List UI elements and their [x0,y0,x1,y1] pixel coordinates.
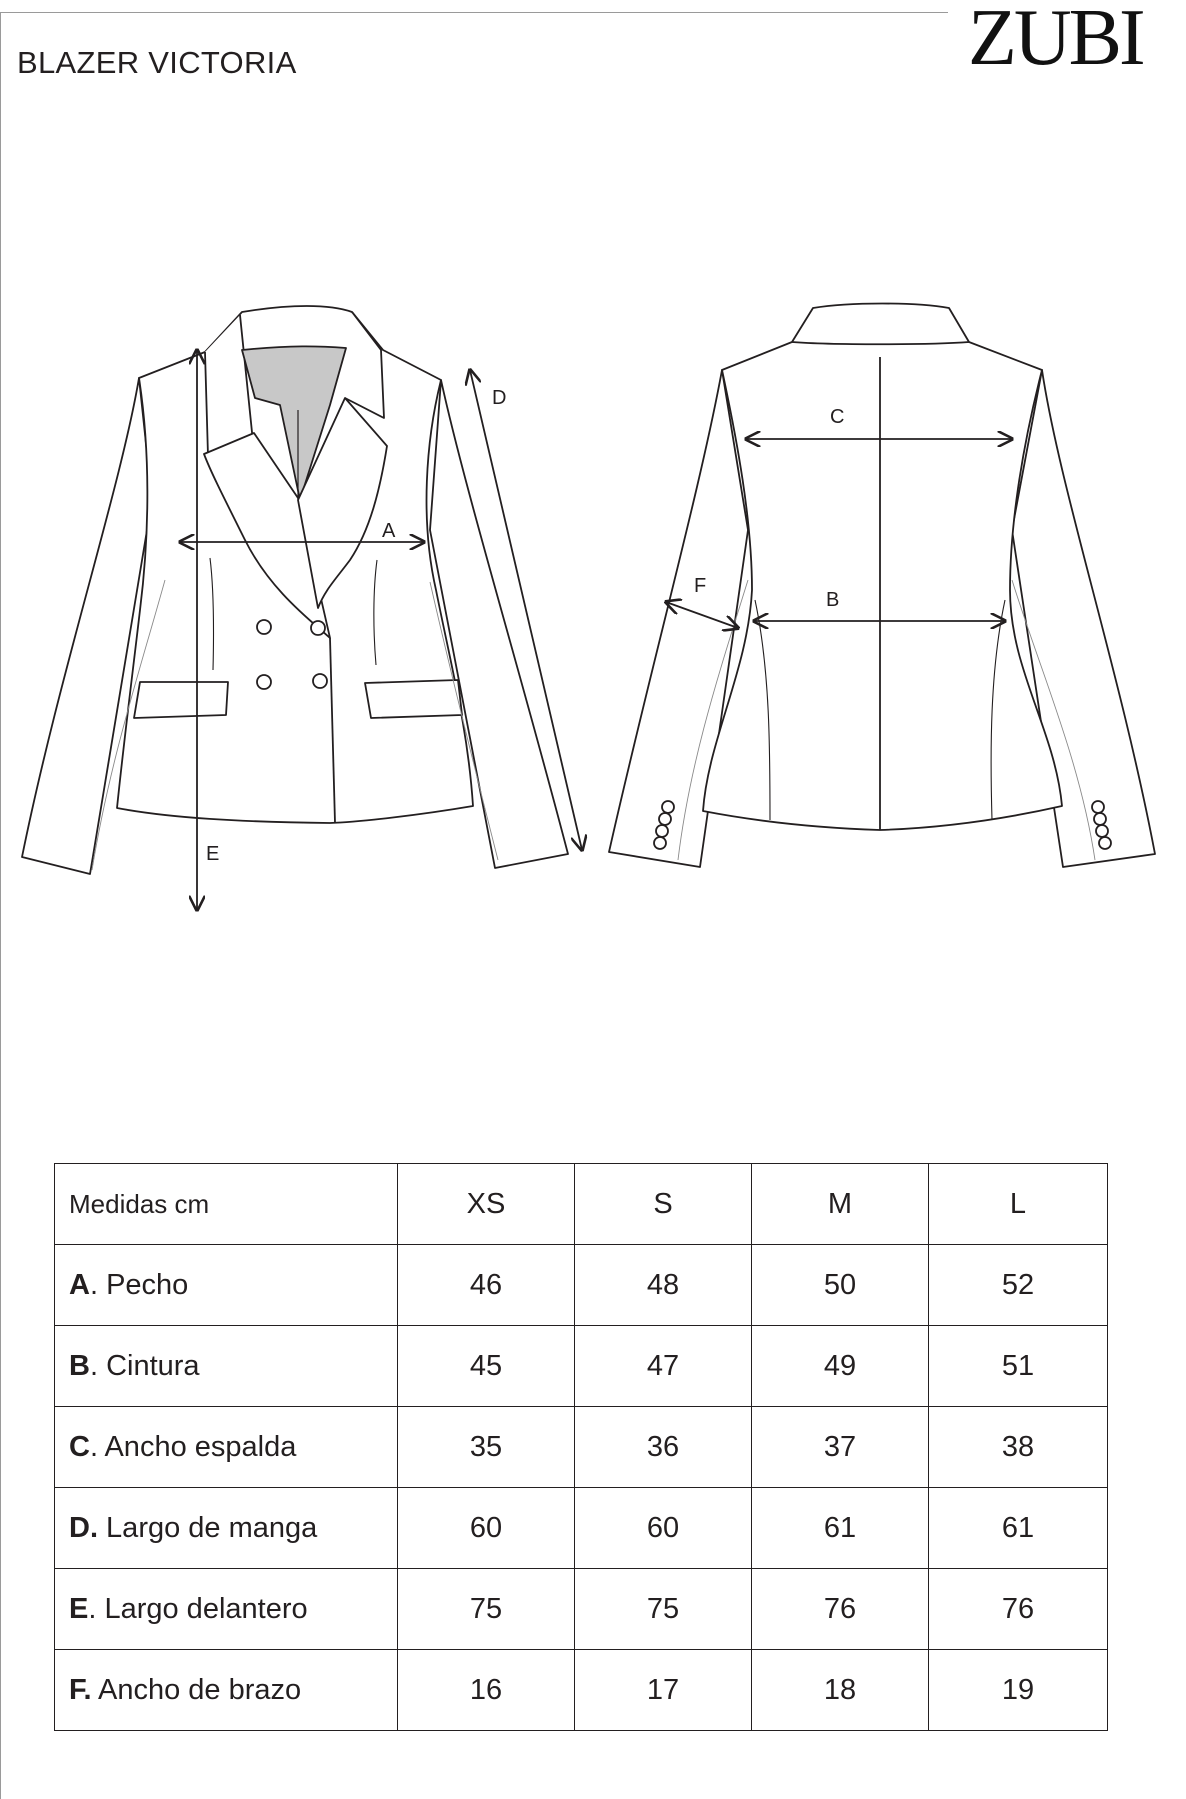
back-view [609,304,1155,868]
table-cell: 61 [752,1488,929,1569]
table-row [55,1326,1108,1407]
size-header-s: S [575,1164,752,1245]
label-E: E [206,843,220,865]
table-cell: 75 [575,1569,752,1650]
table-cell: 35 [398,1407,575,1488]
measure-name: . Largo delantero [88,1592,308,1625]
measure-label [55,1407,398,1488]
table-cell: 37 [752,1407,929,1488]
table-cell: 19 [929,1650,1108,1731]
size-chart-table [54,1163,1108,1731]
cuff-button [1096,825,1108,837]
cuff-button [656,825,668,837]
table-cell: 51 [929,1326,1108,1407]
front-right-pocket [365,680,462,718]
table-row [55,1488,1108,1569]
measure-label [55,1488,398,1569]
cuff-button [1094,813,1106,825]
cuff-button [654,837,666,849]
table-cell: 49 [752,1326,929,1407]
table-row [55,1407,1108,1488]
label-D: D [492,387,507,409]
measure-letter: D. [69,1511,98,1544]
cuff-button [662,801,674,813]
measure-name: . Pecho [89,1268,189,1301]
table-cell: 50 [752,1245,929,1326]
measure-label [55,1326,398,1407]
brand-logo: ZUBI [968,0,1143,82]
measure-letter: A [69,1268,90,1301]
button [313,674,327,688]
table-row [55,1245,1108,1326]
measure-letter: B [69,1349,90,1382]
table-cell: 38 [929,1407,1108,1488]
front-view [22,306,568,874]
back-body [703,304,1062,831]
table-cell: 17 [575,1650,752,1731]
measure-label [55,1245,398,1326]
measure-letter: F. [69,1673,92,1706]
table-cell: 16 [398,1650,575,1731]
measure-label [55,1569,398,1650]
table-cell: 48 [575,1245,752,1326]
cuff-button [659,813,671,825]
button [257,620,271,634]
table-cell: 45 [398,1326,575,1407]
cuff-button [1099,837,1111,849]
size-header-l: L [929,1164,1108,1245]
table-cell: 18 [752,1650,929,1731]
header-label: Medidas cm [55,1164,398,1245]
table-cell: 75 [398,1569,575,1650]
button [257,675,271,689]
label-F: F [694,575,707,597]
button [311,621,325,635]
table-cell: 76 [929,1569,1108,1650]
measure-label [55,1650,398,1731]
measure-name: Largo de manga [98,1511,318,1544]
table-cell: 36 [575,1407,752,1488]
product-title: BLAZER VICTORIA [17,45,297,80]
front-left-pocket [134,682,228,718]
size-header-row [55,1164,1108,1245]
measure-name: Ancho de brazo [91,1673,302,1706]
size-header-m: M [752,1164,929,1245]
table-cell: 60 [398,1488,575,1569]
table-cell: 61 [929,1488,1108,1569]
measure-name: . Cintura [89,1349,200,1382]
size-header-xs: XS [398,1164,575,1245]
table-cell: 60 [575,1488,752,1569]
table-row [55,1650,1108,1731]
blazer-technical-sketch [0,290,1186,930]
measure-letter: C [69,1430,90,1463]
table-row [55,1569,1108,1650]
measure-name: . Ancho espalda [89,1430,297,1463]
table-cell: 46 [398,1245,575,1326]
table-cell: 47 [575,1326,752,1407]
measure-letter: E [69,1592,89,1625]
table-cell: 76 [752,1569,929,1650]
label-C: C [830,406,845,428]
label-A: A [382,520,396,542]
table-cell: 52 [929,1245,1108,1326]
cuff-button [1092,801,1104,813]
label-B: B [826,589,840,611]
